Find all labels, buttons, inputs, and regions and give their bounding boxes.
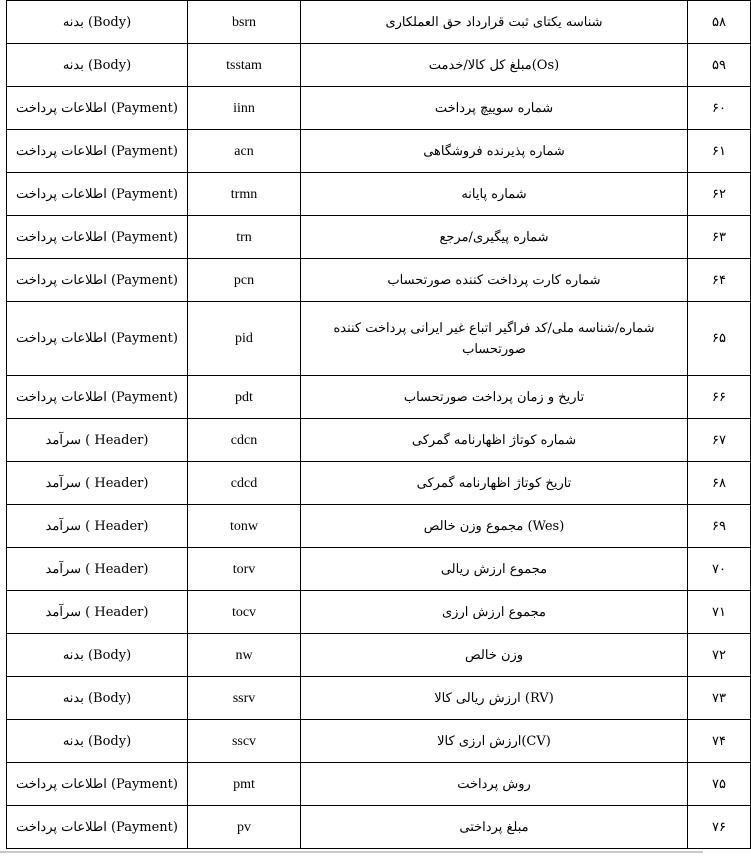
row-description: شماره کارت پرداخت کننده صورتحساب xyxy=(301,259,688,302)
row-number: ۵۹ xyxy=(688,44,751,87)
row-field-code: pid xyxy=(188,302,301,376)
row-field-code: trmn xyxy=(188,173,301,216)
row-description: تاریخ و زمان پرداخت صورتحساب xyxy=(301,376,688,419)
row-number: ۶۴ xyxy=(688,259,751,302)
row-number: ۶۸ xyxy=(688,462,751,505)
row-category: (Header ) سرآمد xyxy=(7,505,188,548)
row-field-code: tsstam xyxy=(188,44,301,87)
row-number: ۷۱ xyxy=(688,591,751,634)
table-row xyxy=(7,259,751,302)
row-number: ۶۰ xyxy=(688,87,751,130)
table-row xyxy=(7,44,751,87)
row-category: (Header ) سرآمد xyxy=(7,419,188,462)
row-field-code: pcn xyxy=(188,259,301,302)
row-description: مجموع ارزش ارزی xyxy=(301,591,688,634)
table-row xyxy=(7,591,751,634)
table-row xyxy=(7,216,751,259)
row-category: (Header ) سرآمد xyxy=(7,462,188,505)
row-description: (Wes) مجموع وزن خالص xyxy=(301,505,688,548)
row-description: شناسه یکتای ثبت قرارداد حق العملکاری xyxy=(301,1,688,44)
field-table xyxy=(6,0,751,849)
row-number: ۶۵ xyxy=(688,302,751,376)
row-description: تاریخ کوتاژ اظهارنامه گمرکی xyxy=(301,462,688,505)
row-description: (RV) ارزش ریالی کالا xyxy=(301,677,688,720)
row-category: (Body) بدنه xyxy=(7,677,188,720)
row-number: ۶۲ xyxy=(688,173,751,216)
row-number: ۷۴ xyxy=(688,720,751,763)
row-description: وزن خالص xyxy=(301,634,688,677)
table-row xyxy=(7,419,751,462)
row-number: ۵۸ xyxy=(688,1,751,44)
row-category: (Payment) اطلاعات پرداخت xyxy=(7,376,188,419)
row-field-code: cdcd xyxy=(188,462,301,505)
row-field-code: bsrn xyxy=(188,1,301,44)
row-number: ۷۰ xyxy=(688,548,751,591)
row-category: (Payment) اطلاعات پرداخت xyxy=(7,216,188,259)
row-number: ۶۷ xyxy=(688,419,751,462)
row-description: (Os)مبلغ کل کالا/خدمت xyxy=(301,44,688,87)
row-field-code: pv xyxy=(188,806,301,849)
table-row xyxy=(7,720,751,763)
row-field-code: iinn xyxy=(188,87,301,130)
row-description: شماره کوتاژ اظهارنامه گمرکی xyxy=(301,419,688,462)
table-row xyxy=(7,677,751,720)
table-row xyxy=(7,130,751,173)
row-field-code: torv xyxy=(188,548,301,591)
row-category: (Payment) اطلاعات پرداخت xyxy=(7,130,188,173)
row-description: شماره پذیرنده فروشگاهی xyxy=(301,130,688,173)
row-number: ۷۲ xyxy=(688,634,751,677)
row-description: شماره سوییچ پرداخت xyxy=(301,87,688,130)
row-description: شماره پیگیری/مرجع xyxy=(301,216,688,259)
row-field-code: trn xyxy=(188,216,301,259)
row-field-code: sscv xyxy=(188,720,301,763)
table-row xyxy=(7,302,751,376)
table-row xyxy=(7,173,751,216)
row-description: شماره پایانه xyxy=(301,173,688,216)
row-description: مجموع ارزش ریالی xyxy=(301,548,688,591)
row-field-code: acn xyxy=(188,130,301,173)
row-description: روش پرداخت xyxy=(301,763,688,806)
table-row xyxy=(7,634,751,677)
row-number: ۶۱ xyxy=(688,130,751,173)
row-category: (Payment) اطلاعات پرداخت xyxy=(7,763,188,806)
row-description: شماره/شناسه ملی/کد فراگیر اتباع غیر ایرانی پرداخت کننده صورتحساب xyxy=(301,302,688,376)
row-field-code: cdcn xyxy=(188,419,301,462)
row-number: ۷۵ xyxy=(688,763,751,806)
row-field-code: ssrv xyxy=(188,677,301,720)
table-row xyxy=(7,806,751,849)
row-category: (Payment) اطلاعات پرداخت xyxy=(7,806,188,849)
row-number: ۶۳ xyxy=(688,216,751,259)
row-description: مبلغ پرداختی xyxy=(301,806,688,849)
table-row xyxy=(7,87,751,130)
row-category: (Payment) اطلاعات پرداخت xyxy=(7,259,188,302)
row-category: (Header ) سرآمد xyxy=(7,591,188,634)
row-description: (CV)ارزش ارزی کالا xyxy=(301,720,688,763)
row-category: (Payment) اطلاعات پرداخت xyxy=(7,302,188,376)
row-field-code: nw xyxy=(188,634,301,677)
row-category: (Body) بدنه xyxy=(7,634,188,677)
table-row xyxy=(7,763,751,806)
table-row xyxy=(7,505,751,548)
row-field-code: tocv xyxy=(188,591,301,634)
row-field-code: tonw xyxy=(188,505,301,548)
row-category: (Payment) اطلاعات پرداخت xyxy=(7,173,188,216)
row-category: (Header ) سرآمد xyxy=(7,548,188,591)
row-category: (Body) بدنه xyxy=(7,44,188,87)
row-field-code: pdt xyxy=(188,376,301,419)
table-row xyxy=(7,548,751,591)
row-number: ۷۶ xyxy=(688,806,751,849)
row-field-code: pmt xyxy=(188,763,301,806)
table-row xyxy=(7,376,751,419)
row-number: ۷۳ xyxy=(688,677,751,720)
table-row xyxy=(7,1,751,44)
page-bottom-rule xyxy=(0,851,703,853)
table-row xyxy=(7,462,751,505)
field-table-body xyxy=(7,1,751,849)
row-category: (Payment) اطلاعات پرداخت xyxy=(7,87,188,130)
row-category: (Body) بدنه xyxy=(7,1,188,44)
row-category: (Body) بدنه xyxy=(7,720,188,763)
row-number: ۶۶ xyxy=(688,376,751,419)
row-number: ۶۹ xyxy=(688,505,751,548)
